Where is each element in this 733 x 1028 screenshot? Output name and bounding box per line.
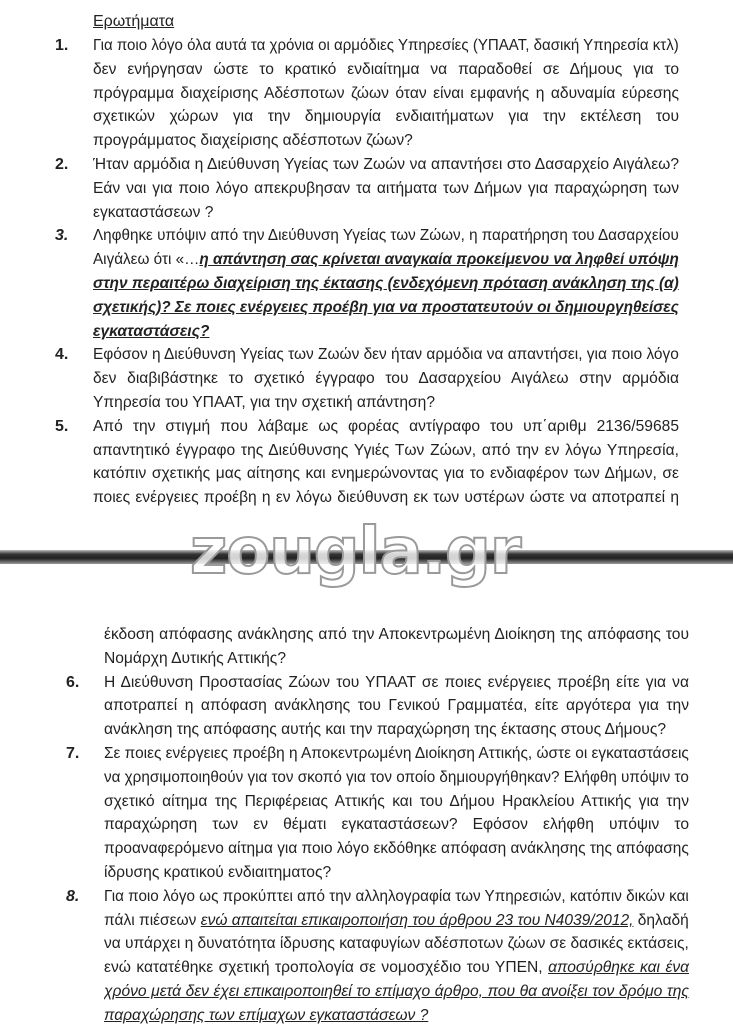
text-line [93,415,680,439]
text-line [93,105,680,129]
text-line [93,343,680,367]
text-line [93,320,680,344]
body-text: Αιγάλεω ότι «… [93,251,200,269]
text-line-content [104,837,689,861]
text-line [93,439,680,463]
text-line-content [104,909,689,933]
question-list [66,623,690,1028]
text-line-content [104,790,689,814]
text-line-content [93,105,679,129]
emphasized-text: ενώ απαιτείται επικαιροποιήση του άρθρου 23 του Ν4039/2012, [200,911,634,929]
text-line-content [104,623,689,647]
body-text: Υπηρεσία του ΥΠΑΑΤ, για την σχετική απάντηση? [93,393,435,411]
text-line [104,813,690,837]
emphasized-text: αποσύρθηκε και ένα [548,959,690,977]
text-line-content [104,671,689,695]
body-text: απαντητικό έγγραφο της Διεύθυνσης Υγιές Των Ζώων, από την εν λόγω Υπηρεσία, [93,441,679,459]
body-text: Ληφθηκε υπόψιν από την Διεύθυνση Υγείας των Ζώων, η παρατήρηση του Δασαρχείου [93,227,679,245]
text-line [104,909,690,933]
body-text: ανάκληση της απόφασης αυτής και την παραχώρηση της έκτασης στους Δήμους? [104,721,667,739]
text-line [93,462,680,486]
text-line [93,367,680,391]
question-item [55,224,680,343]
question-number: 7. [66,744,80,762]
text-line [104,742,690,766]
body-text: εγκαταστάσεων ? [93,203,214,221]
body-text: να υπάρχει η δυνατότητα ίδρυσης καταφυγίων αδέσποτων ζώων σε δασικές εκτάσεις, [104,935,689,953]
text-line [104,694,690,718]
text-line-content [104,932,689,956]
body-text: Εάν ναι για ποιο λόγο απεκρυβησαν τα αιτήματα των Δήμων για παραχώρηση των [93,179,679,197]
emphasized-text: στην περαιτέρω διαχείριση της έκτασης (ενδεχόμενη πρόταση ανάκληση της (α) [93,274,679,292]
text-line-content [93,320,209,344]
watermark-logo: zougla.gr [190,515,521,589]
text-line-content [104,861,331,885]
text-line [93,153,680,177]
text-line [93,177,680,201]
question-item [55,415,680,510]
text-line-content [93,248,679,272]
text-line-content [93,439,679,463]
text-line-content [93,391,435,415]
text-line-content [93,486,679,510]
text-line [93,82,680,106]
text-line [104,885,690,909]
question-number: 6. [66,673,80,691]
text-line [104,647,690,671]
body-text: Η Διεύθυνση Προστασίας Ζώων του ΥΠΑΑΤ σε ποιες ενέργειες προέβη είτε για να [104,673,689,691]
text-line-content [93,415,679,439]
body-text: προγράμματος διαχείρισης αδέσποτων ζώων? [93,132,413,150]
text-line-content [104,766,689,790]
text-line-content [93,296,679,320]
body-text: σχετικό αίτημα της Περιφέρειας Αττικής και του Δήμου Ηρακλείου Αττικής για την [104,792,689,810]
text-line-content [93,177,679,201]
text-line-content [104,694,689,718]
text-line [104,956,690,980]
body-text: δεν ενήργησαν ώστε το κρατικό ενδιαίτημα να παραδοθεί σε Δήμους για το [93,60,679,78]
question-item [66,742,690,885]
question-number: 8. [66,887,80,905]
text-line [104,861,690,885]
body-text: Για ποιο λόγο ως προκύπτει από την αλληλογραφία των Υπηρεσιών, κατόπιν δικών και [104,887,689,905]
text-line [93,486,680,510]
body-text: Εφόσον η Διεύθυνση Υγείας των Ζωών δεν ήταν αρμόδια να απαντήσει, για ποιο λόγο [93,346,679,364]
text-line [93,58,680,82]
text-line-content [93,34,679,58]
question-number: 5. [55,417,69,435]
body-text: ποιες ενέργειες προέβη η εν λόγω διεύθυνση εκ των υστέρων ώστε να αποτραπεί η [93,489,679,507]
body-text: προαναφερόμενο αίτημα για ποιο λόγο εκδόθηκε απόφαση ανάκλησης της απόφασης [104,840,689,858]
emphasized-text: χρόνο μετά δεν έχει επικαιροποιηθεί το επίμαχο άρθρο, που θα ανοίξει τον δρόμο της [104,982,689,1000]
body-text: να χρησιμοποιηθούν για τον σκοπό για τον οποίο δημιουργήθηκαν? Ελήφθη υπόψιν το [104,768,689,786]
question-item [55,343,680,414]
question-list [55,34,680,510]
question-number: 2. [55,155,69,173]
text-line-content [104,718,666,742]
text-line [104,718,690,742]
text-line-content [104,980,689,1004]
text-line [104,766,690,790]
body-text: αποτραπεί η απόφαση ανάκλησης του Γενικού Γραμματέα, είτε αργότερα για την [104,697,689,715]
text-line [93,129,680,153]
text-line-content [93,129,413,153]
body-text: ενώ κατατέθηκε σχετική τροπολογία σε νομοσχέδιο του ΥΠΕΝ, [104,959,549,977]
text-line [93,296,680,320]
text-line [93,34,680,58]
body-text: Σε ποιες ενέργειες προέβη η Αποκεντρωμένη Διοίκηση Αττικής, ώστε οι εγκαταστάσεις [104,744,689,762]
text-line [93,224,680,248]
text-line [104,980,690,1004]
text-line [104,671,690,695]
text-line-content [104,813,689,837]
body-text: παραχώρηση των εν θέματι εγκαταστάσεων? Εφόσον ελήφθη υπόψιν το [104,816,689,834]
question-number: 4. [55,346,69,364]
text-line [93,391,680,415]
text-line [104,790,690,814]
question-number: 3. [55,227,69,245]
text-line-content [93,343,679,367]
body-text: πρόγραμμα διαχείρισης Αδέσποτων ζώων όταν είναι εμφανής η αδυναμία εύρεσης [93,84,679,102]
text-line [104,623,690,647]
text-line-content [93,201,213,225]
question-item [66,623,690,671]
body-text: Ήταν αρμόδια η Διεύθυνση Υγείας των Ζωών να απαντήσει στο Δασαρχείο Αιγάλεω? [93,155,679,173]
question-item [66,671,690,742]
text-line-content [93,82,679,106]
text-line-content [93,272,679,296]
body-text: δεν διαβιβάστηκε το σχετικό έγγραφο του Δασαρχείου Αιγάλεω στην αρμόδια [93,370,679,388]
text-line-content [93,224,679,248]
body-text: σχετικών χώρων για την δημιουργία ενδιαιτήματων για την εκτέλεση του [93,108,679,126]
text-line-content [93,58,679,82]
emphasized-text: σχετικής)? Σε ποιες ενέργειες προέβη για να προστατευτούν οι δημιουργηθείσες [93,298,679,316]
body-text: κατόπιν σχετικής μας αίτησης και ενημερώνοντας για το ενδιαφέρον των Δήμων, σε [93,465,679,483]
section-heading: Ερωτήματα [93,13,175,30]
question-item [66,885,690,1028]
text-line-content [93,367,679,391]
text-line [104,932,690,956]
emphasized-text: η απάντηση σας κρίνεται αναγκαία προκείμενου να ληφθεί υπόψη [199,251,679,269]
question-item [55,34,680,153]
question-number: 1. [55,37,69,54]
body-text: έκδοση απόφασης ανάκλησης από την Αποκεντρωμένη Διοίκηση της απόφασης του [104,626,689,643]
text-line [104,837,690,861]
body-text: ίδρυσης κρατικού ενδιαιτηματος? [104,863,332,881]
text-line-content [93,462,679,486]
text-line [93,201,680,225]
text-line [93,272,680,296]
text-line-content [104,742,689,766]
text-line-content [104,647,286,671]
emphasized-text: εγκαταστάσεις? [93,322,210,340]
text-line-content [104,885,689,909]
question-item [55,153,680,224]
emphasized-text: παραχώρησης των επίμαχων εγκαταστάσεων ? [104,1006,429,1024]
body-text: Νομάρχη Δυτικής Αττικής? [104,649,286,667]
body-text: πάλι πιέσεων [104,911,201,929]
body-text: Για ποιο λόγο όλα αυτά τα χρόνια οι αρμόδιες Υπηρεσίες (ΥΠΑΑΤ, δασική Υπηρεσία κτλ) [93,37,679,54]
text-line [93,248,680,272]
text-line-content [104,956,689,980]
body-text: δηλαδή [633,911,689,929]
text-line-content [93,153,679,177]
body-text: Από την στιγμή που λάβαμε ως φορέας αντίγραφο του υπ΄αριθμ 2136/59685 [93,417,679,435]
